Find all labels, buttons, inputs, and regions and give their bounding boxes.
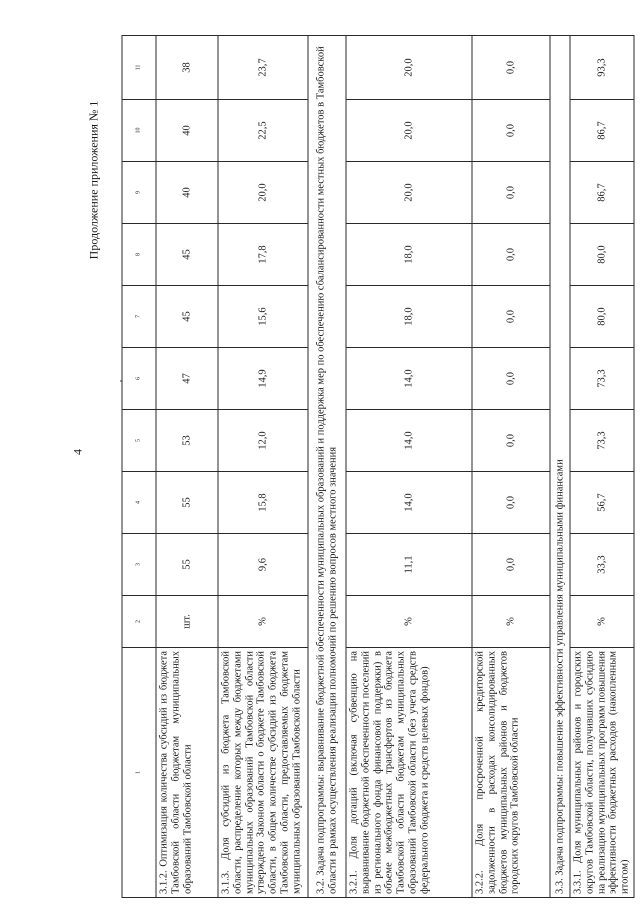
value-cell: 0,0 bbox=[472, 162, 550, 224]
value-cell: 73,3 bbox=[570, 410, 634, 472]
value-cell: 0,0 bbox=[472, 534, 550, 596]
column-number-10: 10 bbox=[122, 100, 156, 162]
value-cell: 80,0 bbox=[570, 286, 634, 348]
indicator-description: 3.1.2. Оптимизация количества субсидий из бюджета Тамбовской области бюджетам муниципальных образований Тамбовской области bbox=[156, 648, 218, 898]
value-cell: 14,9 bbox=[218, 348, 308, 410]
value-cell: 55 bbox=[156, 534, 218, 596]
value-cell: 15,8 bbox=[218, 472, 308, 534]
value-cell: 33,3 bbox=[570, 534, 634, 596]
value-cell: 45 bbox=[156, 286, 218, 348]
column-number-3: 3 bbox=[122, 534, 156, 596]
value-cell: 0,0 bbox=[472, 410, 550, 472]
indicators-table bbox=[122, 35, 635, 898]
value-cell: 22,5 bbox=[218, 100, 308, 162]
column-number-8: 8 bbox=[122, 224, 156, 286]
column-number-9: 9 bbox=[122, 162, 156, 224]
value-cell: 0,0 bbox=[472, 286, 550, 348]
value-cell: 11,1 bbox=[346, 534, 472, 596]
value-cell: 45 bbox=[156, 224, 218, 286]
indicators-table-wrapper bbox=[122, 36, 631, 898]
column-number-6: 6 bbox=[122, 348, 156, 410]
indicator-row bbox=[218, 36, 308, 898]
value-cell: 47 bbox=[156, 348, 218, 410]
value-cell: 17,8 bbox=[218, 224, 308, 286]
value-cell: 0,0 bbox=[472, 472, 550, 534]
column-number-1: 1 bbox=[122, 648, 156, 898]
value-cell: 12,0 bbox=[218, 410, 308, 472]
value-cell: 20,0 bbox=[346, 36, 472, 100]
column-number-11: 11 bbox=[122, 36, 156, 100]
value-cell: 14,0 bbox=[346, 472, 472, 534]
value-cell: 93,3 bbox=[570, 36, 634, 100]
indicator-description: 3.2.2. Доля просроченной кредиторской задолженности в расходах консолидированных бюджетов муниципальных районов и бюджетов городских округов Тамбовской области bbox=[472, 648, 550, 898]
section-row bbox=[308, 36, 346, 898]
column-number-header-row bbox=[122, 36, 156, 898]
unit-cell: % bbox=[570, 596, 634, 648]
value-cell: 18,0 bbox=[346, 286, 472, 348]
value-cell: 20,0 bbox=[346, 100, 472, 162]
value-cell: 20,0 bbox=[346, 162, 472, 224]
value-cell: 23,7 bbox=[218, 36, 308, 100]
value-cell: 40 bbox=[156, 162, 218, 224]
value-cell: 38 bbox=[156, 36, 218, 100]
indicator-description: 3.2.1. Доля дотаций (включая субвенцию на выравнивание бюджетной обеспеченности поселений из регионального фонда финансовой поддержки) в объеме межбюджетных трансфертов из бюджета Тамбовской области бюджетам муниципальных образований Тамбовской области (без учета средств федерального бюджета и средств целевых фондов) bbox=[346, 648, 472, 898]
value-cell: 0,0 bbox=[472, 224, 550, 286]
indicator-description: 3.3.1. Доля муниципальных районов и городских округов Тамбовской области, получивших субсидию на реализацию муниципальных программ повышения эффективности бюджетных расходов (накопленным итогом) bbox=[570, 648, 634, 898]
section-heading: 3.2. Задача подпрограммы: выравнивание бюджетной обеспеченности муниципальных образований и поддержка мер по обеспечению сбалансированности местных бюджетов в Тамбовской области в рамках осуществления реализации полномочий по решению вопросов местного значения bbox=[308, 36, 346, 898]
indicator-row bbox=[346, 36, 472, 898]
page-number: 4 bbox=[70, 449, 85, 455]
indicator-row bbox=[570, 36, 634, 898]
value-cell: 55 bbox=[156, 472, 218, 534]
value-cell: 9,6 bbox=[218, 534, 308, 596]
value-cell: 80,0 bbox=[570, 224, 634, 286]
indicator-row bbox=[472, 36, 550, 898]
column-number-2: 2 bbox=[122, 596, 156, 648]
value-cell: 86,7 bbox=[570, 100, 634, 162]
value-cell: 14,0 bbox=[346, 348, 472, 410]
unit-cell: % bbox=[346, 596, 472, 648]
value-cell: 18,0 bbox=[346, 224, 472, 286]
value-cell: 86,7 bbox=[570, 162, 634, 224]
unit-cell: шт. bbox=[156, 596, 218, 648]
value-cell: 14,0 bbox=[346, 410, 472, 472]
indicator-row bbox=[156, 36, 218, 898]
value-cell: 40 bbox=[156, 100, 218, 162]
unit-cell: % bbox=[472, 596, 550, 648]
value-cell: 53 bbox=[156, 410, 218, 472]
value-cell: 0,0 bbox=[472, 348, 550, 410]
section-row bbox=[550, 36, 570, 898]
column-number-7: 7 bbox=[122, 286, 156, 348]
value-cell: 73,3 bbox=[570, 348, 634, 410]
value-cell: 0,0 bbox=[472, 36, 550, 100]
appendix-continuation-label: Продолжение приложения № 1 bbox=[86, 100, 101, 260]
section-heading: 3.3. Задача подпрограммы: повышение эффективности управления муниципальными финансами bbox=[550, 36, 570, 898]
column-number-5: 5 bbox=[122, 410, 156, 472]
unit-cell: % bbox=[218, 596, 308, 648]
value-cell: 56,7 bbox=[570, 472, 634, 534]
value-cell: 0,0 bbox=[472, 100, 550, 162]
indicator-description: 3.1.3. Доля субсидий из бюджета Тамбовской области, распределение которых между бюджетами муниципальных образований Тамбовской области утверждено Законом области о бюджете Тамбовской области, в общем количестве субсидий из бюджета Тамбовской области, предоставляемых бюджетам муниципальных образований Тамбовской области bbox=[218, 648, 308, 898]
value-cell: 15,6 bbox=[218, 286, 308, 348]
column-number-4: 4 bbox=[122, 472, 156, 534]
value-cell: 20,0 bbox=[218, 162, 308, 224]
